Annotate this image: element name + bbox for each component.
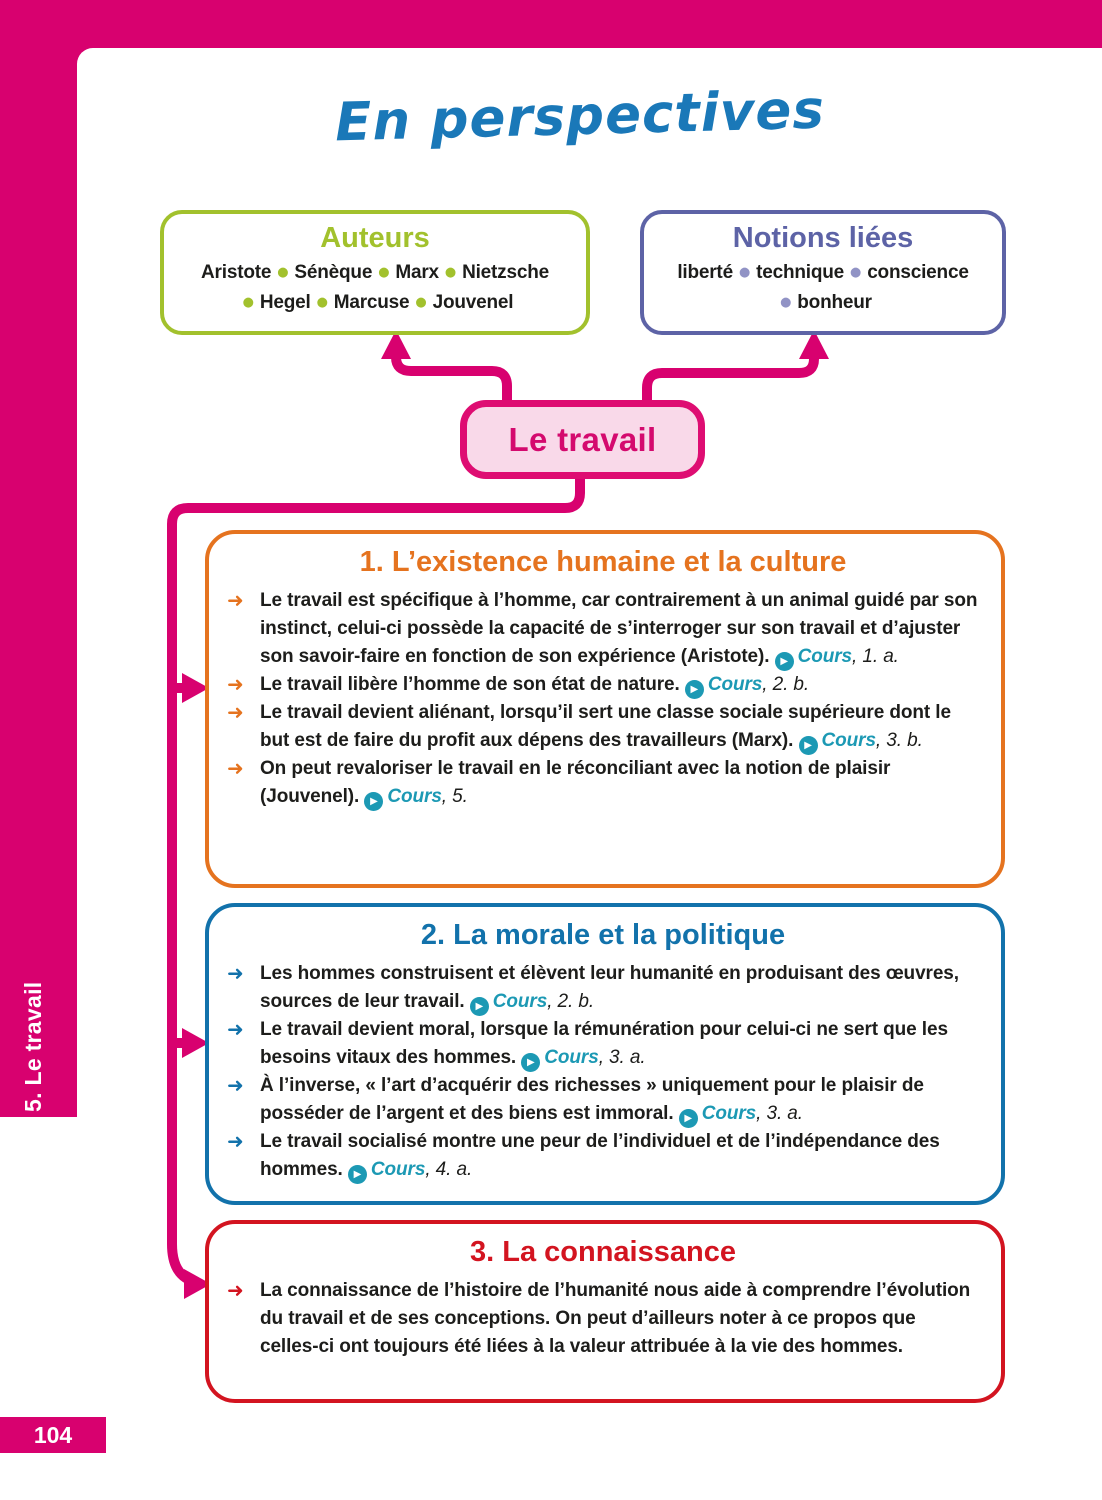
cours-label: Cours (821, 730, 876, 751)
play-icon: ▶ (799, 736, 818, 755)
play-icon: ▶ (679, 1109, 698, 1128)
bullet-item (227, 699, 979, 755)
cours-reference (679, 1103, 803, 1124)
page-title: En perspectives (334, 79, 826, 154)
section-bullets (227, 960, 979, 1184)
cours-reference (685, 674, 809, 695)
bullet-arrow-icon: ➜ (227, 756, 244, 780)
bullet-text: Le travail devient moral, lorsque la rémunération pour celui-ci ne sert que les besoins vitaux des hommes. ▶ Cours, 3. a. (260, 1019, 948, 1068)
cours-ref-number: , 3. b. (875, 730, 923, 751)
item-label: technique (756, 262, 845, 283)
play-icon: ▶ (775, 652, 794, 671)
dot-icon: ● (316, 295, 328, 310)
notions-title: Notions liées (732, 222, 914, 254)
bullet-text: Le travail est spécifique à l’homme, car contrairement à un animal guidé par son instinct, celui-ci possède la capacité de s’interroger sur son travail et d’ajuster son savoir-faire en fonction de son expérience (Aristote). ▶ Cours, 1. a. (260, 590, 977, 667)
item-line (164, 258, 586, 288)
section-bullets (227, 1277, 979, 1361)
page-number-badge: 104 (0, 1417, 106, 1453)
bullet-text: La connaissance de l’histoire de l’humanité nous aide à comprendre l’évolution du travail et de ses conceptions. On peut d’ailleurs noter à ce propos que celles-ci ont toujours été liées à la valeur attribuée à la vie des hommes. (260, 1280, 971, 1357)
item-label: liberté (677, 262, 733, 283)
play-icon: ▶ (348, 1165, 367, 1184)
auteurs-box (160, 210, 590, 335)
cours-reference (470, 991, 594, 1012)
cours-label: Cours (370, 1159, 426, 1180)
play-icon: ▶ (470, 997, 489, 1016)
cours-ref-number: , 3. a. (598, 1047, 646, 1068)
section-bullets (227, 587, 979, 811)
bullet-item (227, 1016, 979, 1072)
cours-ref-number: , 3. a. (756, 1103, 803, 1124)
section-connaissance (205, 1220, 1005, 1403)
bullet-arrow-icon: ➜ (227, 961, 244, 985)
cours-ref-number: , 4. a. (425, 1159, 473, 1180)
item-label: Sénèque (294, 262, 373, 283)
bullet-arrow-icon: ➜ (227, 1129, 244, 1153)
bullet-arrow-icon: ➜ (227, 700, 244, 724)
cours-ref-number: , 1. a. (852, 646, 899, 667)
cours-reference (364, 786, 467, 807)
section-title: 1. L’existence humaine et la culture (359, 546, 847, 578)
bullet-item (227, 1072, 979, 1128)
dot-icon: ● (444, 265, 457, 280)
item-label: Marx (395, 262, 439, 283)
section-morale-politique (205, 903, 1005, 1205)
bullet-text: Les hommes construisent et élèvent leur humanité en produisant des œuvres, sources de leur travail. ▶ Cours, 2. b. (260, 963, 959, 1012)
item-label: Marcuse (333, 292, 410, 313)
auteurs-title: Auteurs (320, 222, 430, 254)
notions-box (640, 210, 1006, 335)
bullet-item (227, 587, 979, 671)
bullet-arrow-icon: ➜ (227, 588, 244, 612)
bullet-item (227, 960, 979, 1016)
section-title: 3. La connaissance (470, 1236, 736, 1268)
bullet-item (227, 1128, 979, 1184)
bullet-item (227, 671, 979, 699)
cours-ref-number: , 5. (441, 786, 468, 807)
item-label: bonheur (797, 292, 872, 313)
cours-reference (521, 1047, 645, 1068)
cours-reference (799, 730, 923, 751)
dot-icon: ● (277, 265, 289, 280)
cours-label: Cours (707, 674, 763, 695)
notions-items (644, 258, 1002, 318)
auteurs-items (164, 258, 586, 318)
item-label: Hegel (259, 292, 311, 313)
bullet-arrow-icon: ➜ (227, 1073, 244, 1097)
item-line (644, 288, 1002, 318)
cours-label: Cours (387, 786, 442, 807)
play-icon: ▶ (521, 1053, 540, 1072)
connector-to-auteurs (396, 352, 507, 401)
section-existence-humaine (205, 530, 1005, 888)
cours-ref-number: , 2. b. (762, 674, 810, 695)
item-line (644, 258, 1002, 288)
bullet-text: À l’inverse, « l’art d’acquérir des richesses » uniquement pour le plaisir de posséder de l’argent et des biens est immoral. ▶ Cours, 3. a. (260, 1075, 924, 1124)
item-label: conscience (867, 262, 969, 283)
bullet-text: Le travail devient aliénant, lorsqu’il sert une classe sociale supérieure dont le but est de faire du profit aux dépens des travailleurs (Marx). ▶ Cours, 3. b. (260, 702, 951, 751)
item-line (164, 288, 586, 318)
bullet-arrow-icon: ➜ (227, 672, 244, 696)
item-label: Aristote (201, 262, 272, 283)
central-topic-label: Le travail (508, 420, 657, 458)
dot-icon: ● (738, 265, 751, 280)
bullet-item (227, 755, 979, 811)
chapter-side-tab: 5. Le travail (20, 981, 46, 1112)
bullet-text: On peut revaloriser le travail en le réconciliant avec la notion de plaisir (Jouvenel). ▶ Cours, 5. (260, 758, 890, 807)
play-icon: ▶ (685, 680, 704, 699)
central-topic-node (460, 400, 705, 479)
bullet-text: Le travail libère l’homme de son état de nature. ▶ Cours, 2. b. (260, 674, 809, 695)
dot-icon: ● (378, 265, 390, 280)
bullet-arrow-icon: ➜ (227, 1278, 244, 1302)
dot-icon: ● (850, 265, 862, 280)
cours-ref-number: , 2. b. (547, 991, 595, 1012)
cours-label: Cours (544, 1047, 599, 1068)
dot-icon: ● (415, 295, 427, 310)
item-label: Nietzsche (462, 262, 549, 283)
connector-to-notions (647, 354, 814, 401)
bullet-arrow-icon: ➜ (227, 1017, 244, 1041)
item-label: Jouvenel (432, 292, 514, 313)
cours-reference (775, 646, 899, 667)
section-title: 2. La morale et la politique (420, 919, 786, 951)
dot-icon: ● (242, 295, 254, 310)
bullet-text: Le travail socialisé montre une peur de l’individuel et de l’indépendance des hommes. ▶ Cours, 4. a. (260, 1131, 940, 1180)
bullet-item (227, 1277, 979, 1361)
play-icon: ▶ (364, 792, 383, 811)
cours-reference (348, 1159, 472, 1180)
cours-label: Cours (797, 646, 853, 667)
cours-label: Cours (701, 1103, 757, 1124)
dot-icon: ● (780, 295, 792, 310)
cours-label: Cours (492, 991, 548, 1012)
